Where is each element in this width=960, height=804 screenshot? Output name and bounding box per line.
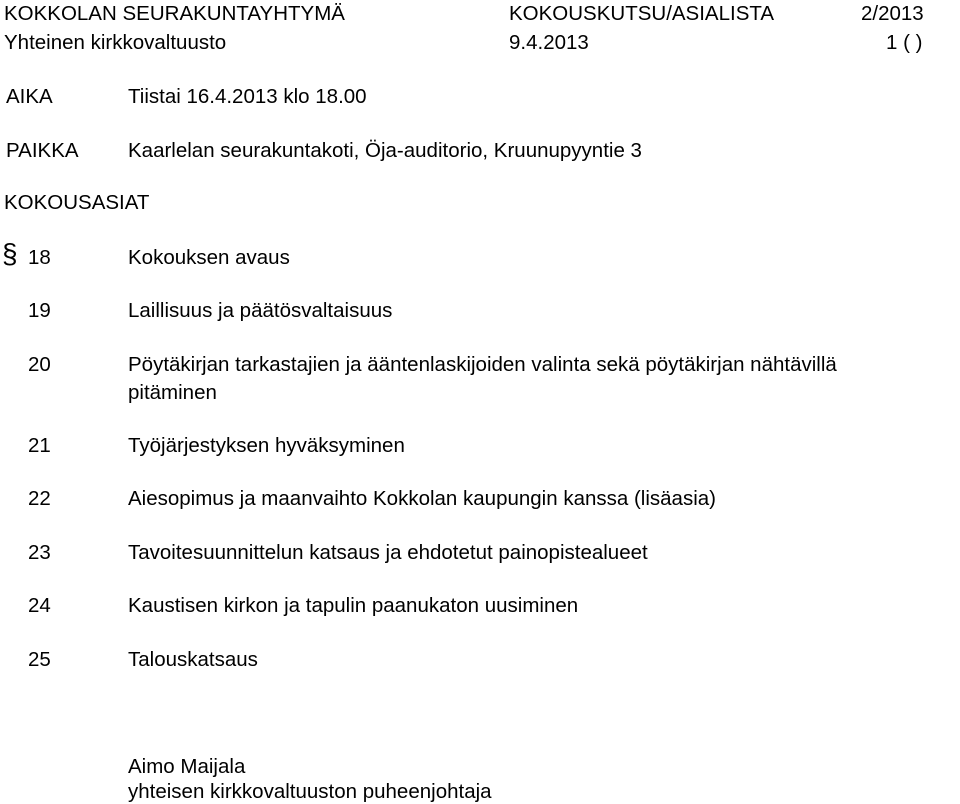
agenda-item-title: Pöytäkirjan tarkastajien ja ääntenlaskijoiden valinta sekä pöytäkirjan nähtävillä [128,353,837,376]
agenda-item-title: Talouskatsaus [128,648,258,671]
time-value: Tiistai 16.4.2013 klo 18.00 [128,85,367,108]
document-number: 2/2013 [861,2,924,25]
agenda-item-number: 21 [28,434,51,457]
time-label: AIKA [6,85,53,108]
agenda-item-number: 22 [28,487,51,510]
document-date: 9.4.2013 [509,31,589,54]
section-symbol: § [2,238,18,269]
agenda-item-number: 25 [28,648,51,671]
governing-body: Yhteinen kirkkovaltuusto [4,31,227,54]
agenda-item-title: Kokouksen avaus [128,246,290,269]
agenda-item-title-continuation: pitäminen [128,381,217,404]
page-number: 1 ( ) [886,31,923,54]
agenda-item-title: Työjärjestyksen hyväksyminen [128,434,405,457]
signatory-name: Aimo Maijala [128,755,246,778]
agenda-item-number: 24 [28,594,51,617]
agenda-item-title: Laillisuus ja päätösvaltaisuus [128,299,393,322]
agenda-item-number: 20 [28,353,51,376]
agenda-item-title: Kaustisen kirkon ja tapulin paanukaton uusiminen [128,594,579,617]
agenda-item-title: Aiesopimus ja maanvaihto Kokkolan kaupungin kanssa (lisäasia) [128,487,716,510]
place-label: PAIKKA [6,139,79,162]
agenda-item-number: 18 [28,246,51,269]
place-value: Kaarlelan seurakuntakoti, Öja-auditorio, Kruunupyyntie 3 [128,139,642,162]
document-type: KOKOUSKUTSU/ASIALISTA [509,2,775,25]
agenda-label: KOKOUSASIAT [4,191,150,214]
agenda-item-number: 23 [28,541,51,564]
agenda-item-number: 19 [28,299,51,322]
organization-name: KOKKOLAN SEURAKUNTAYHTYMÄ [4,2,345,25]
signatory-role: yhteisen kirkkovaltuuston puheenjohtaja [128,780,492,803]
agenda-item-title: Tavoitesuunnittelun katsaus ja ehdotetut painopistealueet [128,541,648,564]
